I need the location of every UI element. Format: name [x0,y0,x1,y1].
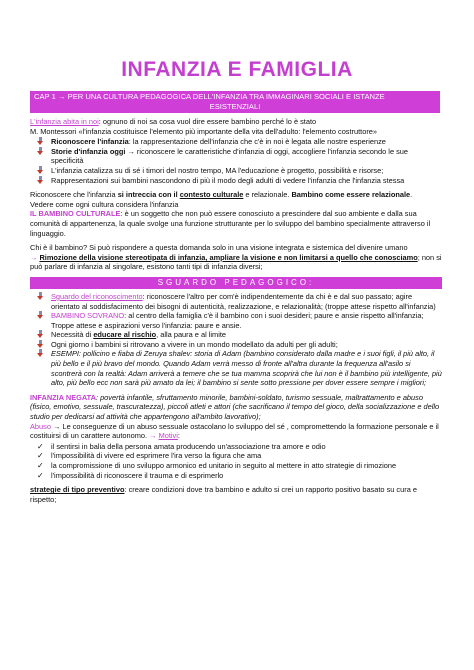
list-item [30,471,442,481]
bullet-list-2 [30,292,442,388]
rel-text: e relazionale. [243,190,292,200]
rel-bold-underline: contesto culturale [179,190,244,200]
bullet-list-3 [30,442,442,480]
checkmark-bullet-icon: ✓ [37,441,44,451]
list-item-text: il sentirsi in balia della persona amata producendo un'associazione tra amore e odio [51,441,326,451]
list-item [30,461,442,471]
chi-e-arrow: → [30,252,40,262]
abuso-text: → Le conseguenze di un abuso sessuale ostacolano lo sviluppo del sé , compromettendo la formazione personale e il costituirsi di un carattere autonomo. [30,421,439,441]
arrow-down-bullet-icon [37,330,51,339]
relazionale-paragraph [30,190,442,200]
list-item-text: → riconoscere le caratteristiche d'infanzia di oggi, accogliere l'infanzia secondo le sue specificità [51,146,409,166]
rel-bold: Bambino come essere relazionale [291,190,411,200]
strategie-label: strategie di tipo preventivo [30,485,125,495]
arrow-down-bullet-icon [37,166,51,175]
strategie-paragraph [30,485,442,504]
chapter-heading-line1: CAP 1 → PER UNA CULTURA PEDAGOGICA DELL'INFANZIA TRA IMMAGINARI SOCIALI E ISTANZE [34,92,385,101]
chi-e-bold: Rimozione della visione stereotipata di infanzia, ampliare la visione e non limitarsi a quello che conosciamo [39,252,418,262]
chi-e-text: Chi è il bambino? Si può rispondere a questa domanda solo in una visione integrata e sistemica del divenire umano [30,243,408,253]
list-item-text: : riconoscere l'altro per com'è indipendentemente da chi è e dal suo passato; agire orientato al soddisfacimento dei bisogni di autenticità, realizzazione, e relazionalità; (troppe attese rispetto all'infanzia) [51,291,436,311]
abita-text: : ognuno di noi sa cosa vuol dire essere bambino perché lo è stato [98,117,317,126]
list-item-text: Ogni giorno i bambini si ritrovano a vivere in un mondo modellato da adulti per gli adulti; [51,339,338,349]
chi-e-tail: ; non si può parlare di infanzia al singolare, esistono tanti tipi di infanzia diversi; [30,252,442,272]
list-item-text: la compromissione di uno sviluppo armonico ed unitario in seguito al mettere in atto strategie di rimozione [51,461,397,470]
abita-label: L'infanzia abita in noi [30,117,99,126]
list-item [30,137,442,147]
list-item-text: , alla paura e al limite [156,330,227,340]
list-item-bold: Riconoscere l'infanzia [51,137,129,147]
list-item-bold: Storie d'infanzia oggi [51,146,126,156]
rel-text: Riconoscere che l'infanzia [30,190,118,200]
chapter-heading-bar [30,91,440,113]
list-item [30,451,442,461]
page-title: INFANZIA E FAMIGLIA [121,58,353,81]
list-item [30,166,442,176]
list-item-text: L'infanzia catalizza su di sé i timori del nostro tempo, MA l'educazione è progetto, possibilità e risorse; [51,165,384,175]
list-item-text: Rappresentazioni sui bambini nascondono di più il modo degli adulti di vedere l'infanzia che l'infanzia stessa [51,175,405,185]
negata-text: : povertà infantile, sfruttamento minorile, bambini-soldato, turismo sessuale, maltrattamento e abuso (fisico, emotivo, sessuale, trascuratezza), piccoli atleti e attori (che sacrificano il tempo del gioco, della socializzazione e dello studio per dedicarsi ad attività che appartengono all'ambito lavorativo); [30,392,440,422]
bambino-culturale-text: : è un soggetto che non può essere conosciuto a prescindere dal suo ambiente e dalla sua comunità di appartenenza, la quale svolge una funzione strutturante per lo sviluppo del bambino specialmente attraverso il linguaggio. [30,209,431,238]
list-item [30,311,442,330]
list-item-italic: ESEMPI: pollicino e fiaba di Zeruya shalev: storia di Adam (bambino considerato dalla madre e i suoi figli, il più alto, il più bello e il più bravo del mondo. Quando Adam verrà messo di fronte all'altra durante la frequenza all'asilo si scontrerà con la realtà: Adam arriverà a temere che se tua mamma scoprirà che lui non è il bambino più intelligente, più alto, più bello ecc non sarà più amato da lei; il bambino si sente sotto pressione per dover essere sempre i migliori; [51,349,442,388]
list-item [30,147,442,166]
abuso-label: Abuso [30,421,51,431]
list-item-text: l'impossibilità di vivere ed esprimere l'ira verso la figura che ama [51,451,262,461]
list-item-pink: Sguardo del riconoscimento [51,291,143,301]
rel-text: . [410,190,413,200]
checkmark-bullet-icon: ✓ [37,451,44,461]
list-item-text: Necessità di [51,330,94,340]
list-item [30,340,442,350]
chapter-heading-line2: ESISTENZIALI [209,101,261,111]
abuso-paragraph [30,422,442,441]
chi-e-paragraph [30,243,442,272]
intro-montessori: M. Montessori «l'infanzia costituisce l'elemento più importante della vita dell'adulto: l'elemento costruttore» [30,126,378,136]
rel-bold: si intreccia con il [117,190,180,200]
list-item-pink: BAMBINO SOVRANO [51,311,125,321]
arrow-down-bullet-icon [37,292,51,301]
checkmark-bullet-icon: ✓ [37,470,44,480]
intro-abita [30,117,442,127]
bullet-list-1 [30,137,442,185]
checkmark-bullet-icon: ✓ [37,461,44,470]
list-item [30,176,442,186]
list-item [30,292,442,311]
strategie-text: : creare condizioni dove tra bambino e adulto si crei un rapporto positivo basato su cura e rispetto; [30,485,417,504]
arrow-down-bullet-icon [37,147,51,156]
arrow-down-bullet-icon [37,176,51,185]
list-item-text: : la rappresentazione dell'infanzia che c'è in noi è legata alle nostre esperienze [128,137,386,147]
negata-label: INFANZIA NEGATA [30,392,96,402]
list-item-text: : al centro della famiglia c'è il bambino con i suoi desideri; paure e ansie rispetto all'infanzia; Troppe attese e aspirazioni verso l'infanzia: paure e ansie. [51,311,424,330]
list-item-bold: educare al rischio [93,330,157,340]
list-item [30,349,442,387]
document-body [30,117,442,504]
relazionale-line2: Vedere come ogni cultura considera l'infanzia [30,199,179,209]
infanzia-negata [30,393,442,422]
sguardo-heading-bar: SGUARDO PEDAGOGICO: [30,277,442,289]
arrow-down-bullet-icon [37,137,51,146]
bambino-culturale [30,209,442,238]
arrow-down-bullet-icon [37,349,51,358]
abuso-colon: : [177,431,180,441]
list-item [30,330,442,340]
arrow-down-bullet-icon [37,340,51,349]
list-item [30,442,442,452]
arrow-down-bullet-icon [37,311,51,320]
bambino-culturale-label: IL BAMBINO CULTURALE [30,209,121,219]
list-item-text: l'impossibilità di riconoscere il trauma e di esprimerlo [51,470,224,480]
motivi-label: Motivi [158,431,178,441]
abuso-arrow: → [149,431,159,441]
